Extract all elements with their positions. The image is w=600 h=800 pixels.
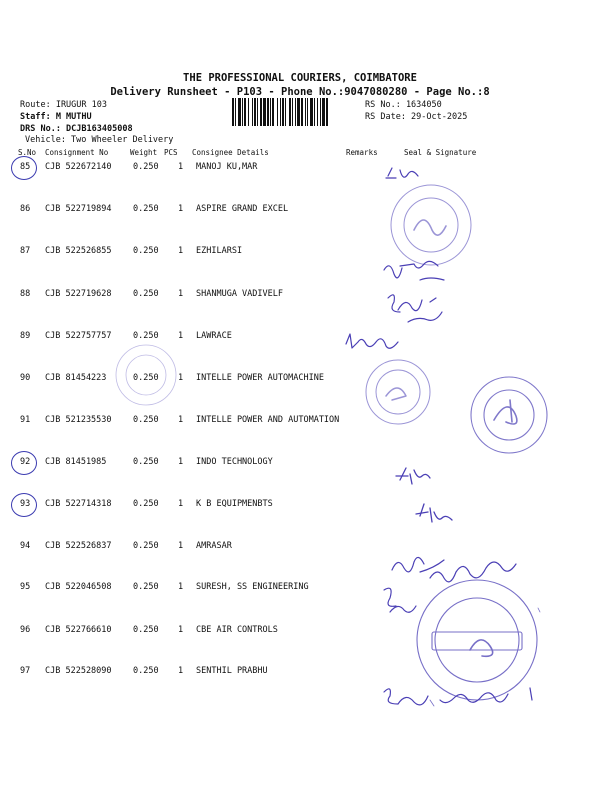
row-consignee: INTELLE POWER AND AUTOMATION (196, 415, 340, 425)
row-consignee: AMRASAR (196, 541, 232, 551)
staff-label: Staff: M MUTHU (20, 112, 92, 122)
col-header-sno: S.No (18, 148, 37, 157)
row-sno: 91 (20, 415, 31, 425)
row-consignee: MANOJ KU,MAR (196, 162, 258, 172)
signature-row-89 (346, 334, 398, 348)
row-consignee: INTELLE POWER AUTOMACHINE (196, 373, 324, 383)
signature-row-87 (384, 261, 444, 280)
row-consignment-no: CJB 81451985 (45, 457, 107, 467)
row-consignment-no: CJB 522526855 (45, 246, 112, 256)
row-consignee: K B EQUIPMENBTS (196, 499, 273, 509)
drs-number: DRS No.: DCJB163405008 (20, 124, 133, 134)
col-header-consignee: Consignee Details (192, 148, 269, 157)
col-header-weight: Weight (130, 148, 158, 157)
row-weight: 0.250 (133, 246, 159, 256)
row-sno: 88 (20, 289, 31, 299)
row-consignee: EZHILARSI (196, 246, 243, 256)
row-weight: 0.250 (133, 499, 159, 509)
row-sno: 90 (20, 373, 31, 383)
row-pcs: 1 (178, 541, 184, 551)
signature-row-88 (388, 295, 442, 322)
row-weight: 0.250 (133, 162, 159, 172)
row-consignee: INDO TECHNOLOGY (196, 457, 273, 467)
row-consignment-no: CJB 522757757 (45, 331, 112, 341)
row-sno: 93 (20, 499, 31, 509)
row-sno: 94 (20, 541, 31, 551)
row-consignment-no: CJB 81454223 (45, 373, 107, 383)
route-label: Route: IRUGUR 103 (20, 100, 107, 110)
row-pcs: 1 (178, 331, 184, 341)
row-weight: 0.250 (133, 582, 159, 592)
signature-row-94 (392, 557, 516, 581)
row-weight: 0.250 (133, 666, 159, 676)
row-weight: 0.250 (133, 457, 159, 467)
row-pcs: 1 (178, 246, 184, 256)
signature-row-85 (386, 168, 418, 178)
row-sno: 85 (20, 162, 31, 172)
col-header-consignment: Consignment No (45, 148, 109, 157)
row-pcs: 1 (178, 373, 184, 383)
signature-row-93 (416, 504, 452, 522)
row-pcs: 1 (178, 457, 184, 467)
row-consignee: SHANMUGA VADIVELF (196, 289, 283, 299)
row-consignee: SURESH, SS ENGINEERING (196, 582, 309, 592)
document-title: THE PROFESSIONAL COURIERS, COIMBATORE (183, 72, 417, 84)
row-pcs: 1 (178, 625, 184, 635)
row-pcs: 1 (178, 499, 184, 509)
row-consignee: CBE AIR CONTROLS (196, 625, 278, 635)
row-consignee: ASPIRE GRAND EXCEL (196, 204, 289, 214)
row-weight: 0.250 (133, 415, 159, 425)
row-consignment-no: CJB 522526837 (45, 541, 112, 551)
row-sno: 87 (20, 246, 31, 256)
rs-date: RS Date: 29-Oct-2025 (365, 112, 468, 122)
company-stamp (417, 580, 540, 706)
row-consignment-no: CJB 522766610 (45, 625, 112, 635)
row-consignment-no: CJB 522719894 (45, 204, 112, 214)
row-weight: 0.250 (133, 373, 159, 383)
row-consignee: LAWRACE (196, 331, 232, 341)
row-consignment-no: CJB 521235530 (45, 415, 112, 425)
col-header-pcs: PCS (164, 148, 178, 157)
row-pcs: 1 (178, 582, 184, 592)
row-consignment-no: CJB 522672140 (45, 162, 112, 172)
row-weight: 0.250 (133, 625, 159, 635)
row-consignee: SENTHIL PRABHU (196, 666, 268, 676)
signature-row-92 (396, 468, 430, 484)
faint-stamp (116, 345, 176, 405)
signature-row-95 (384, 588, 416, 612)
row-pcs: 1 (178, 415, 184, 425)
row-pcs: 1 (178, 666, 184, 676)
round-stamp (391, 185, 471, 265)
row-consignment-no: CJB 522528090 (45, 666, 112, 676)
row-sno: 97 (20, 666, 31, 676)
stamp-row-90 (366, 360, 430, 424)
col-header-remarks: Remarks (346, 148, 378, 157)
row-pcs: 1 (178, 162, 184, 172)
row-consignment-no: CJB 522046508 (45, 582, 112, 592)
row-sno: 92 (20, 457, 31, 467)
vehicle-label: Vehicle: Two Wheeler Delivery (25, 135, 174, 145)
round-stamp (471, 377, 547, 453)
row-weight: 0.250 (133, 289, 159, 299)
runsheet-subtitle: Delivery Runsheet - P103 - Phone No.:9047080280 - Page No.:8 (110, 86, 490, 98)
row-sno: 95 (20, 582, 31, 592)
row-sno: 89 (20, 331, 31, 341)
row-weight: 0.250 (133, 331, 159, 341)
rs-number: RS No.: 1634050 (365, 100, 442, 110)
row-weight: 0.250 (133, 204, 159, 214)
row-consignment-no: CJB 522719628 (45, 289, 112, 299)
row-sno: 96 (20, 625, 31, 635)
row-pcs: 1 (178, 289, 184, 299)
col-header-seal: Seal & Signature (404, 148, 477, 157)
row-weight: 0.250 (133, 541, 159, 551)
row-consignment-no: CJB 522714318 (45, 499, 112, 509)
row-sno: 86 (20, 204, 31, 214)
row-pcs: 1 (178, 204, 184, 214)
